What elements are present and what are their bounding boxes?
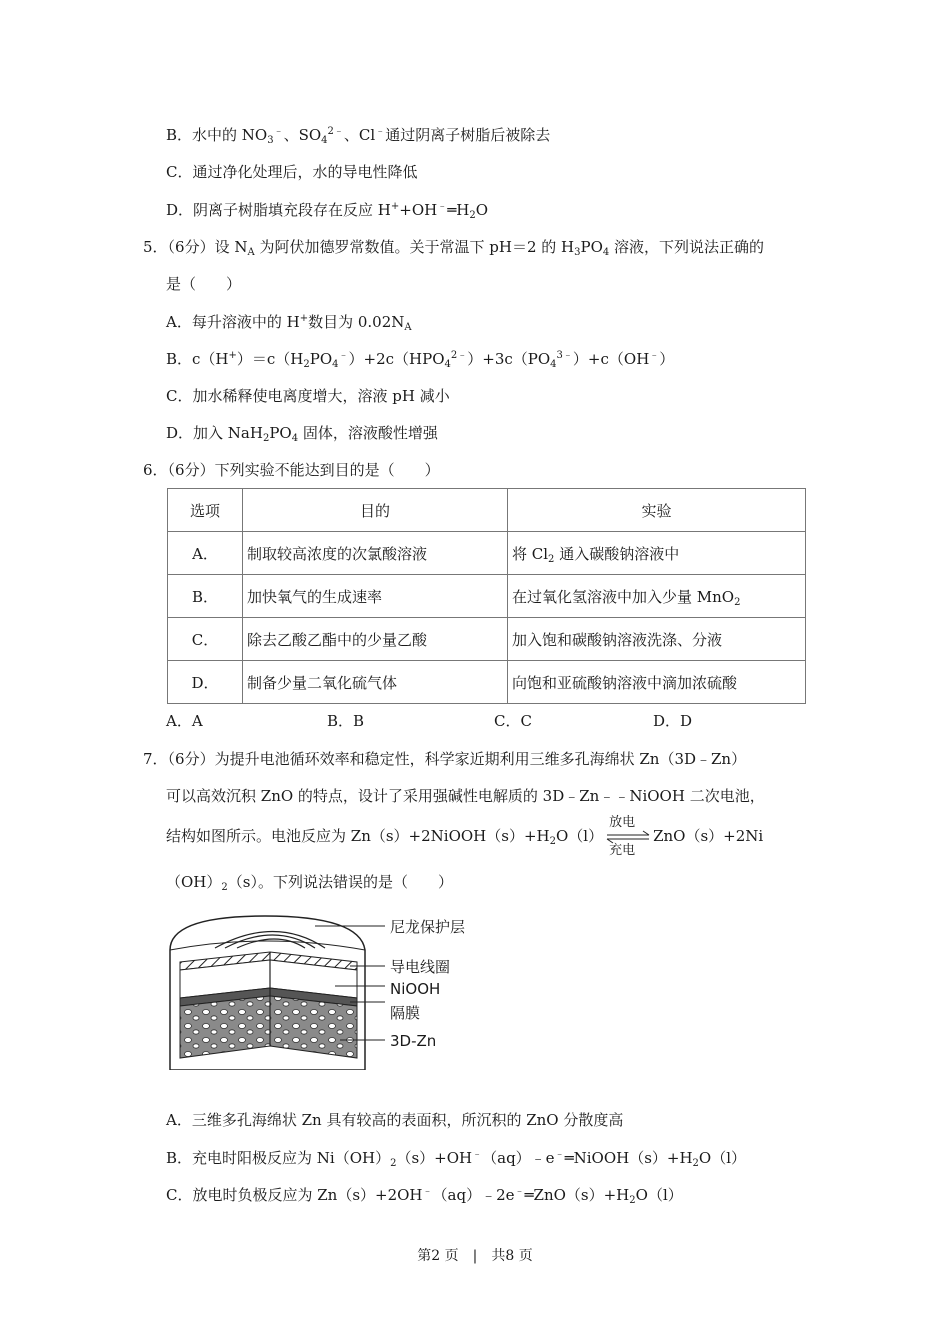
table-row — [168, 575, 806, 618]
q7-stem-line4: $(OH)_2(s)$。下列说法错误的是（ ） — [166, 873, 453, 893]
table-header: 实验 — [508, 489, 806, 532]
q6-answer-b: B．B — [327, 712, 365, 730]
q7-stem-line1: 7．（6分）为提升电池循环效率和稳定性，科学家近期利用三维多孔海绵状 Zn（3D﹣Zn） — [143, 750, 747, 768]
figure-label: 隔膜 — [390, 1004, 421, 1022]
table-cell: B． — [168, 575, 243, 618]
equilibrium-arrow-icon: 放电 充电 — [605, 827, 651, 847]
q5-stem-line2: 是（ ） — [166, 275, 242, 293]
q6-table — [167, 488, 806, 704]
q4-option-d: D．阴离子树脂填充段存在反应 $H^++OH^﹣═H_2O$ — [166, 201, 489, 221]
q5-stem-line1: 5．（6分）设 $N_A$ 为阿伏加德罗常数值。关于常温下 pH＝2 的 $H_3PO_4$ 溶液，下列说法正确的 — [143, 238, 765, 258]
figure-label: 尼龙保护层 — [390, 918, 466, 936]
table-cell: 制备少量二氧化硫气体 — [243, 661, 508, 704]
table-cell: 将 $Cl_2$ 通入碳酸钠溶液中 — [508, 532, 806, 575]
table-cell: 加快氧气的生成速率 — [243, 575, 508, 618]
table-header: 选项 — [168, 489, 243, 532]
table-cell: 向饱和亚硫酸钠溶液中滴加浓硫酸 — [508, 661, 806, 704]
figure-label: NiOOH — [390, 980, 441, 998]
table-cell: D． — [168, 661, 243, 704]
q7-option-c: C．放电时负极反应为 $Zn(s)+2OH^﹣(aq)﹣2e^﹣═ZnO(s)+H_2O(l)$ — [166, 1186, 683, 1206]
table-header: 目的 — [243, 489, 508, 532]
table-cell: 在过氧化氢溶液中加入少量 MnO$_2$ — [508, 575, 806, 618]
table-cell: C． — [168, 618, 243, 661]
table-row — [168, 618, 806, 661]
figure-label: 导电线圈 — [390, 958, 451, 976]
table-row — [168, 532, 806, 575]
q5-option-a: A．每升溶液中的 H+数目为 $0.02N_A$ — [166, 313, 412, 333]
q6-stem: 6．（6分）下列实验不能达到目的是（ ） — [143, 461, 440, 479]
q7-option-b: B．充电时阳极反应为 $Ni(OH)_2(s)+OH^﹣(aq)﹣e^﹣═NiOOH(s)+H_2O(l)$ — [166, 1149, 747, 1169]
q7-stem-line2: 可以高效沉积 ZnO 的特点，设计了采用强碱性电解质的 3D﹣Zn﹣﹣NiOOH 二次电池， — [166, 787, 765, 805]
q6-answer-d: D．D — [653, 712, 693, 730]
table-cell: A． — [168, 532, 243, 575]
table-cell: 制取较高浓度的次氯酸溶液 — [243, 532, 508, 575]
q5-option-d: D．加入 $NaH_2PO_4$ 固体，溶液酸性增强 — [166, 424, 438, 444]
table-cell: 除去乙酸乙酯中的少量乙酸 — [243, 618, 508, 661]
q7-stem-line3: 结构如图所示。电池反应为 $Zn(s)+2NiOOH(s)+H_2O(l)$ 放电 充电 ZnO（s）+2Ni — [166, 815, 764, 858]
q4-option-c: C．通过净化处理后，水的导电性降低 — [166, 163, 418, 181]
q7-option-a: A．三维多孔海绵状 Zn 具有较高的表面积，所沉积的 ZnO 分散度高 — [166, 1111, 624, 1129]
table-cell: 加入饱和碳酸钠溶液洗涤、分液 — [508, 618, 806, 661]
page-footer: 第2 页 | 共8 页 — [417, 1248, 533, 1264]
q5-option-b: B．$c(H^+)=c(H_2PO_4^﹣)+2c(HPO_4^{2﹣})+3c(PO_4^{3﹣})+c(OH^﹣)$ — [166, 350, 675, 370]
q4-option-b: B．水中的 $NO_3^﹣$、$SO_4^{2﹣}$、Cl﹣通过阴离子树脂后被除去 — [166, 126, 551, 146]
q5-option-c: C．加水稀释使电离度增大，溶液 pH 减小 — [166, 387, 450, 405]
table-row — [168, 661, 806, 704]
q6-answer-a: A．A — [166, 712, 203, 730]
figure-label: 3D-Zn — [390, 1032, 437, 1050]
q6-answer-c: C．C — [494, 712, 532, 730]
table-header-row — [168, 489, 806, 532]
battery-structure-figure — [165, 910, 495, 1070]
